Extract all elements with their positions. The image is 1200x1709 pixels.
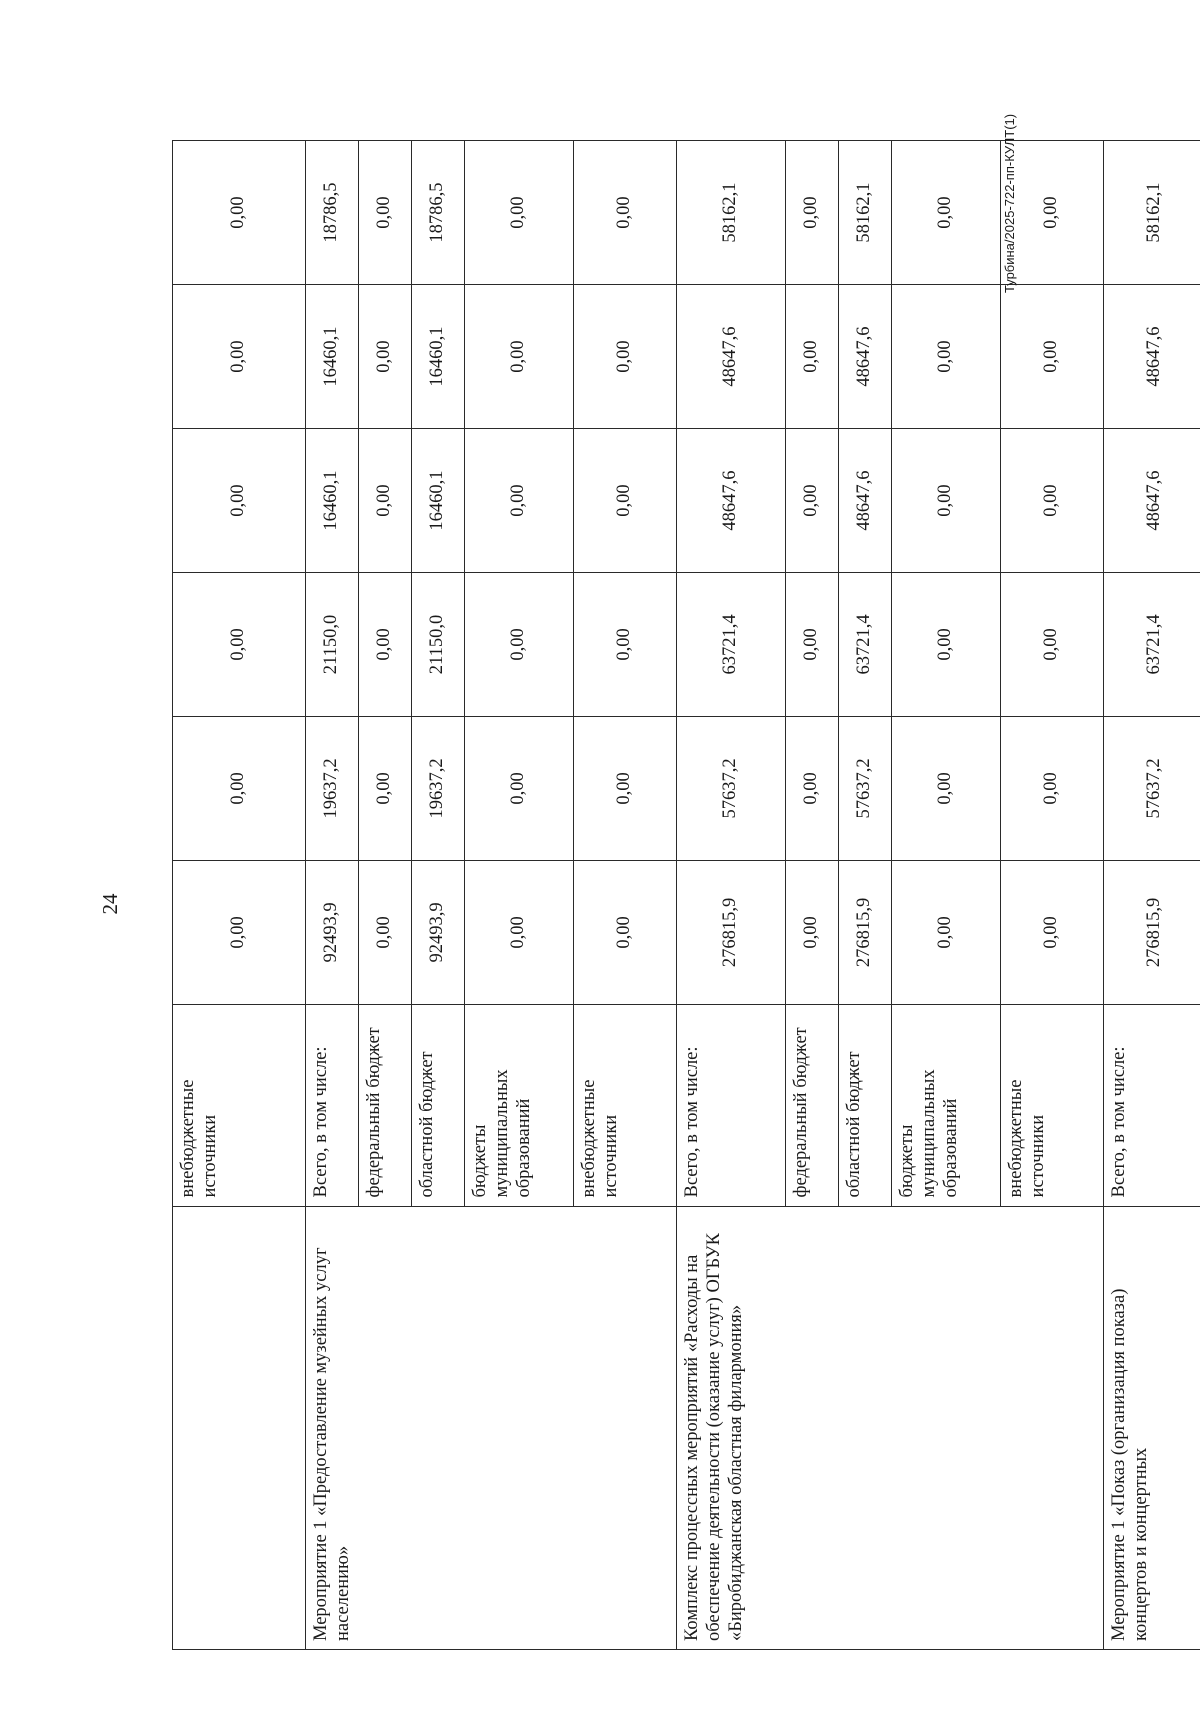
value-cell: 0,00 [892, 141, 1001, 285]
value-cell: 0,00 [574, 860, 677, 1004]
value-cell: 0,00 [892, 429, 1001, 573]
value-cell: 0,00 [574, 429, 677, 573]
value-cell: 0,00 [359, 285, 412, 429]
value-cell: 21150,0 [412, 572, 465, 716]
value-cell: 0,00 [1001, 285, 1104, 429]
value-cell: 0,00 [786, 141, 839, 285]
value-cell: 0,00 [359, 716, 412, 860]
value-cell: 63721,4 [839, 572, 892, 716]
value-cell: 48647,6 [839, 429, 892, 573]
document-code: Турбина/2025-722-пп-КУЛТ(1) [1002, 113, 1017, 293]
funding-source-cell: бюджеты муниципальных образований [465, 1004, 574, 1206]
funding-source-cell: федеральный бюджет [359, 1004, 412, 1206]
value-cell: 276815,9 [677, 860, 786, 1004]
value-cell: 0,00 [574, 716, 677, 860]
value-cell: 48647,6 [677, 429, 786, 573]
funding-source-cell: Всего, в том числе: [677, 1004, 786, 1206]
value-cell: 0,00 [1001, 716, 1104, 860]
value-cell: 0,00 [465, 429, 574, 573]
value-cell: 18786,5 [412, 141, 465, 285]
value-cell: 0,00 [359, 429, 412, 573]
value-cell: 57637,2 [677, 716, 786, 860]
budget-table-wrapper [172, 140, 1165, 1650]
value-cell: 0,00 [1001, 141, 1104, 285]
value-cell: 92493,9 [306, 860, 359, 1004]
value-cell: 0,00 [359, 141, 412, 285]
table-row [306, 141, 359, 1650]
value-cell: 0,00 [465, 572, 574, 716]
value-cell: 0,00 [173, 572, 306, 716]
value-cell: 0,00 [574, 572, 677, 716]
funding-source-cell: Всего, в том числе: [1104, 1004, 1200, 1206]
activity-name-cell: Мероприятие 1 «Предоставление музейных услуг населению» [306, 1206, 677, 1649]
value-cell: 58162,1 [839, 141, 892, 285]
activity-name-cell: Комплекс процессных мероприятий «Расходы на обеспечение деятельности (оказание услуг) ОГБУК «Биробиджанская областная филармония» [677, 1206, 1104, 1649]
funding-source-cell: внебюджетные источники [574, 1004, 677, 1206]
budget-table [172, 140, 1200, 1650]
value-cell: 0,00 [1001, 860, 1104, 1004]
value-cell: 0,00 [892, 716, 1001, 860]
value-cell: 48647,6 [677, 285, 786, 429]
value-cell: 63721,4 [1104, 572, 1200, 716]
value-cell: 0,00 [892, 285, 1001, 429]
value-cell: 19637,2 [412, 716, 465, 860]
value-cell: 92493,9 [412, 860, 465, 1004]
value-cell: 0,00 [173, 860, 306, 1004]
value-cell: 63721,4 [677, 572, 786, 716]
value-cell: 0,00 [465, 716, 574, 860]
value-cell: 0,00 [1001, 572, 1104, 716]
value-cell: 21150,0 [306, 572, 359, 716]
value-cell: 57637,2 [1104, 716, 1200, 860]
funding-source-cell: внебюджетные источники [1001, 1004, 1104, 1206]
funding-source-cell: областной бюджет [412, 1004, 465, 1206]
value-cell: 0,00 [465, 141, 574, 285]
value-cell: 0,00 [1001, 429, 1104, 573]
funding-source-cell: федеральный бюджет [786, 1004, 839, 1206]
value-cell: 16460,1 [412, 285, 465, 429]
funding-source-cell: бюджеты муниципальных образований [892, 1004, 1001, 1206]
value-cell: 0,00 [892, 572, 1001, 716]
value-cell: 16460,1 [306, 285, 359, 429]
page-number: 24 [98, 893, 122, 915]
value-cell: 276815,9 [839, 860, 892, 1004]
value-cell: 0,00 [173, 285, 306, 429]
value-cell: 0,00 [574, 141, 677, 285]
value-cell: 276815,9 [1104, 860, 1200, 1004]
value-cell: 0,00 [359, 572, 412, 716]
value-cell: 0,00 [173, 141, 306, 285]
value-cell: 0,00 [173, 716, 306, 860]
value-cell: 0,00 [786, 429, 839, 573]
value-cell: 48647,6 [839, 285, 892, 429]
value-cell: 16460,1 [412, 429, 465, 573]
table-row [1104, 141, 1200, 1650]
value-cell: 57637,2 [839, 716, 892, 860]
value-cell: 48647,6 [1104, 429, 1200, 573]
value-cell: 0,00 [786, 716, 839, 860]
value-cell: 18786,5 [306, 141, 359, 285]
value-cell: 0,00 [173, 429, 306, 573]
value-cell: 58162,1 [1104, 141, 1200, 285]
value-cell: 0,00 [786, 572, 839, 716]
value-cell: 0,00 [465, 860, 574, 1004]
funding-source-cell: Всего, в том числе: [306, 1004, 359, 1206]
table-row [677, 141, 786, 1650]
value-cell: 58162,1 [677, 141, 786, 285]
value-cell: 0,00 [892, 860, 1001, 1004]
value-cell: 0,00 [359, 860, 412, 1004]
value-cell: 0,00 [786, 860, 839, 1004]
activity-name-cell: Мероприятие 1 «Показ (организация показа) концертов и концертных [1104, 1206, 1200, 1649]
activity-name-cell [173, 1206, 306, 1649]
value-cell: 19637,2 [306, 716, 359, 860]
value-cell: 0,00 [786, 285, 839, 429]
funding-source-cell: областной бюджет [839, 1004, 892, 1206]
funding-source-cell: внебюджетные источники [173, 1004, 306, 1206]
table-row [173, 141, 306, 1650]
value-cell: 48647,6 [1104, 285, 1200, 429]
value-cell: 0,00 [574, 285, 677, 429]
value-cell: 16460,1 [306, 429, 359, 573]
value-cell: 0,00 [465, 285, 574, 429]
